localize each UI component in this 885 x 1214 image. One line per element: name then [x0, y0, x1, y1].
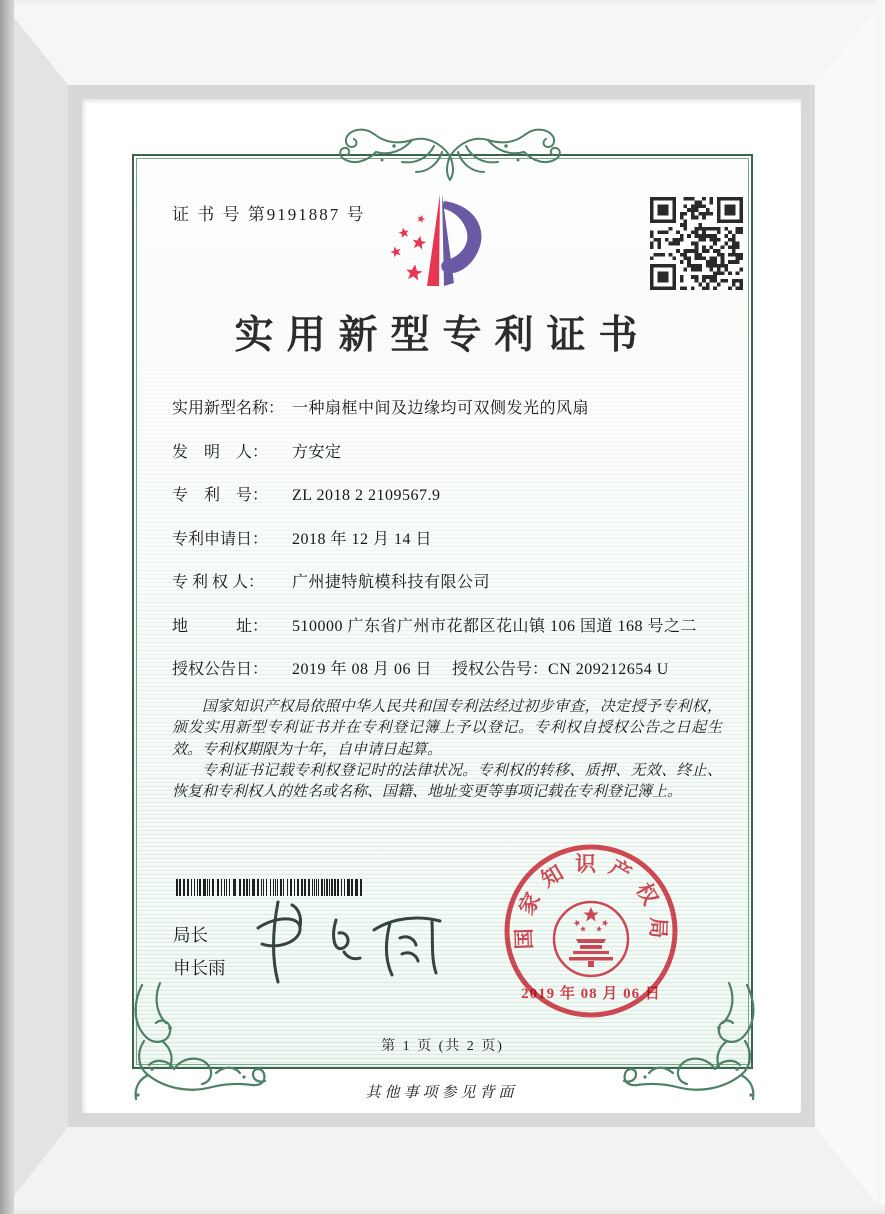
field-list	[172, 400, 727, 705]
certificate-border	[132, 154, 753, 1069]
grant-number: 授权公告号：CN 209212654 U	[452, 661, 669, 678]
field-value: ZL 2018 2 2109567.9	[292, 487, 441, 504]
signer-title: 局长	[173, 925, 208, 945]
signer-name: 申长雨	[173, 958, 226, 978]
field-row-patent-no	[172, 487, 727, 504]
field-label: 专利申请日：	[172, 530, 269, 548]
field-label: 发 明 人：	[172, 443, 269, 461]
field-row-patentee	[172, 574, 727, 591]
field-label: 地 址：	[172, 617, 269, 635]
field-row-name	[172, 400, 727, 417]
frame-top-edge	[14, 0, 885, 6]
field-label: 授权公告日：	[172, 661, 269, 678]
field-label: 专 利 号：	[172, 487, 269, 504]
frame-bottom-edge	[14, 1204, 885, 1214]
legal-paragraph: 国家知识产权局依照中华人民共和国专利法经过初步审查，决定授予专利权，颁发实用新型专利证书并在专利登记簿上予以登记。专利权自授权公告之日起生效。专利权期限为十年，自申请日起算。	[172, 699, 722, 758]
field-label: 实用新型名称：	[172, 400, 285, 417]
seal-ring-text: 国家知识产权局	[511, 852, 671, 950]
field-row-grant	[172, 661, 727, 678]
grant-date: 授权公告日： 2019 年 08 月 06 日	[172, 661, 433, 678]
signature-icon	[242, 894, 462, 989]
certificate-number: 证 书 号 第9191887 号	[172, 205, 366, 224]
field-label: 授权公告号：	[452, 661, 549, 678]
cnipa-logo-icon	[378, 188, 502, 302]
certificate-title: 实用新型专利证书	[234, 314, 651, 357]
signer-block	[173, 919, 226, 985]
frame-mat	[68, 85, 815, 1127]
back-note: 其他事项参见背面	[365, 1085, 518, 1101]
field-label: 专 利 权 人：	[172, 574, 265, 591]
legal-text	[172, 697, 722, 803]
field-value: 510000 广东省广州市花都区花山镇 106 国道 168 号之二	[292, 617, 698, 635]
certificate-paper	[82, 99, 801, 1113]
field-value: 2018 年 12 月 14 日	[292, 530, 433, 548]
page-footer: 第 1 页 (共 2 页)	[381, 1039, 504, 1054]
seal-date: 2019 年 08 月 06 日	[521, 986, 661, 1002]
field-row-inventor	[172, 444, 727, 461]
qr-code	[650, 197, 743, 290]
field-value: 广州捷特航模科技有限公司	[292, 574, 491, 591]
legal-paragraph: 专利证书记载专利权登记时的法律状况。专利权的转移、质押、无效、终止、恢复和专利权人的姓名或名称、国籍、地址变更等事项记载在专利登记簿上。	[172, 762, 722, 801]
field-value: 一种扇框中间及边缘均可双侧发光的风扇	[292, 400, 590, 417]
top-center-ornament-icon	[334, 120, 566, 186]
bottom-left-ornament-icon	[118, 981, 270, 1107]
bottom-right-ornament-icon	[619, 981, 771, 1107]
frame-left-edge	[0, 0, 14, 1214]
field-row-address	[172, 618, 727, 635]
field-value: 方安定	[292, 443, 342, 461]
field-row-filing-date	[172, 531, 727, 548]
frame-right-edge	[877, 0, 885, 1214]
